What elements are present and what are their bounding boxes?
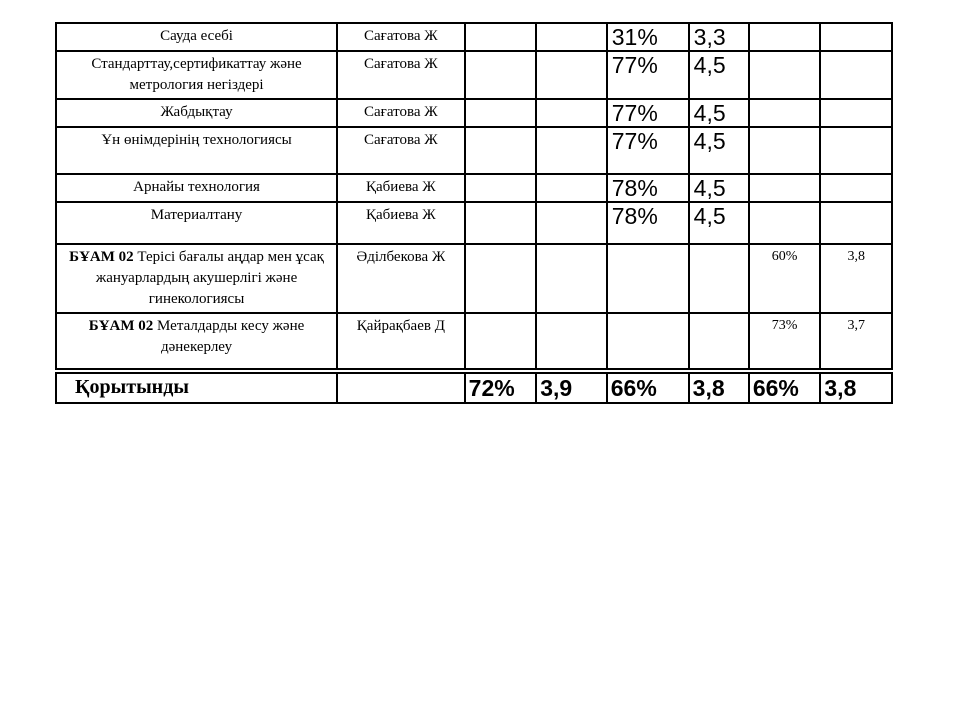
value-cell — [820, 174, 892, 202]
value-cell — [820, 51, 892, 99]
summary-value: 66% — [749, 373, 821, 403]
table-row — [56, 23, 892, 51]
subject-cell: Жабдықтау — [56, 99, 337, 127]
value-cell — [820, 127, 892, 174]
table-row — [56, 202, 892, 244]
value-cell: 4,5 — [689, 202, 749, 244]
value-cell — [465, 51, 537, 99]
value-cell — [689, 244, 749, 313]
subject-code: БҰАМ 02 — [69, 249, 134, 265]
summary-value: 72% — [465, 373, 537, 403]
value-cell: 78% — [607, 202, 689, 244]
value-cell — [536, 99, 607, 127]
value-cell — [465, 174, 537, 202]
value-cell: 77% — [607, 127, 689, 174]
table-row — [56, 99, 892, 127]
value-cell — [749, 127, 821, 174]
summary-row — [56, 373, 892, 403]
subject-cell — [56, 313, 337, 369]
teacher-cell: Қабиева Ж — [337, 202, 465, 244]
value-cell — [749, 174, 821, 202]
summary-value: 3,8 — [820, 373, 892, 403]
value-cell — [820, 99, 892, 127]
value-cell — [465, 244, 537, 313]
value-cell — [465, 202, 537, 244]
subject-cell: Стандарттау,сертификаттау және метрология негіздері — [56, 51, 337, 99]
subject-cell: Материалтану — [56, 202, 337, 244]
teacher-cell: Сағатова Ж — [337, 51, 465, 99]
value-cell — [749, 99, 821, 127]
value-cell: 4,5 — [689, 127, 749, 174]
value-cell: 4,5 — [689, 99, 749, 127]
subject-text: Металдарды кесу және дәнекерлеу — [153, 318, 305, 355]
value-cell — [465, 23, 537, 51]
teacher-cell: Қайрақбаев Д — [337, 313, 465, 369]
teacher-cell: Сағатова Ж — [337, 23, 465, 51]
value-cell — [536, 174, 607, 202]
subject-cell: Сауда есебі — [56, 23, 337, 51]
value-cell: 77% — [607, 99, 689, 127]
table-row — [56, 244, 892, 313]
value-cell — [820, 202, 892, 244]
summary-empty-cell — [337, 373, 465, 403]
value-cell: 3,8 — [820, 244, 892, 313]
grades-table — [55, 22, 893, 370]
value-cell: 31% — [607, 23, 689, 51]
value-cell — [465, 99, 537, 127]
subject-cell: Ұн өнімдерінің технологиясы — [56, 127, 337, 174]
table-row — [56, 174, 892, 202]
summary-value: 3,9 — [536, 373, 607, 403]
value-cell: 78% — [607, 174, 689, 202]
teacher-cell: Сағатова Ж — [337, 127, 465, 174]
table-row — [56, 127, 892, 174]
teacher-cell: Қабиева Ж — [337, 174, 465, 202]
table-row — [56, 51, 892, 99]
value-cell — [749, 51, 821, 99]
value-cell — [820, 23, 892, 51]
value-cell — [536, 127, 607, 174]
value-cell — [607, 313, 689, 369]
value-cell — [749, 202, 821, 244]
subject-text: Терісі бағалы аңдар мен ұсақ жануарлардың акушерлігі және гинекологиясы — [95, 249, 324, 307]
grade-report — [55, 22, 893, 404]
value-cell — [536, 51, 607, 99]
subject-code: БҰАМ 02 — [88, 318, 154, 334]
summary-table — [55, 372, 893, 404]
subject-cell — [56, 244, 337, 313]
value-cell — [536, 313, 607, 369]
value-cell: 60% — [749, 244, 821, 313]
value-cell — [607, 244, 689, 313]
teacher-cell: Әділбекова Ж — [337, 244, 465, 313]
subject-cell: Арнайы технология — [56, 174, 337, 202]
summary-label: Қорытынды — [56, 373, 337, 403]
value-cell — [689, 313, 749, 369]
value-cell — [536, 23, 607, 51]
value-cell — [465, 127, 537, 174]
teacher-cell: Сағатова Ж — [337, 99, 465, 127]
summary-value: 3,8 — [689, 373, 749, 403]
value-cell: 73% — [749, 313, 821, 369]
value-cell: 77% — [607, 51, 689, 99]
value-cell — [749, 23, 821, 51]
summary-value: 66% — [607, 373, 689, 403]
value-cell: 3,7 — [820, 313, 892, 369]
value-cell: 4,5 — [689, 174, 749, 202]
value-cell — [536, 244, 607, 313]
value-cell: 4,5 — [689, 51, 749, 99]
value-cell: 3,3 — [689, 23, 749, 51]
value-cell — [536, 202, 607, 244]
table-row — [56, 313, 892, 369]
value-cell — [465, 313, 537, 369]
